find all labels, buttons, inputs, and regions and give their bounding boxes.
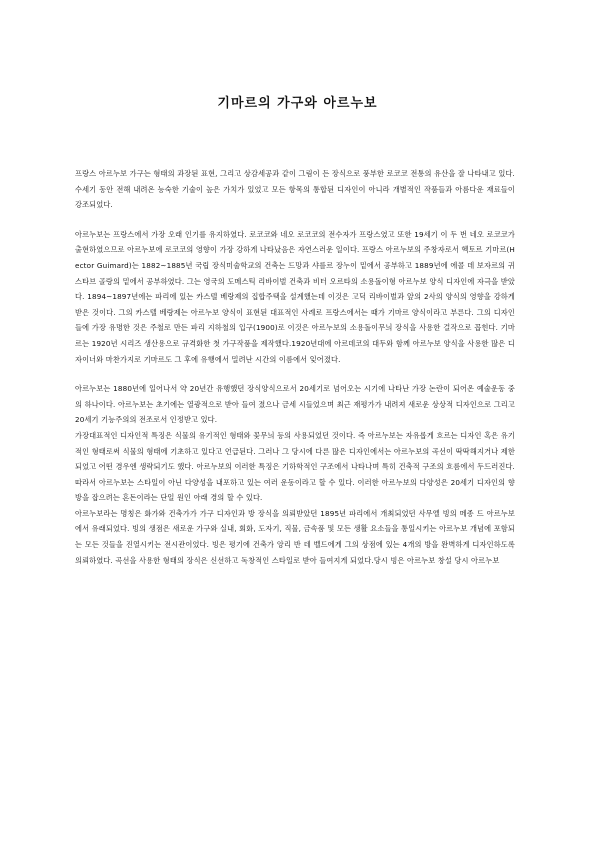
- paragraph-art-nouveau-era: 아르누보는 1880년에 일어나서 약 20년간 유행했던 장식양식으로서 20세기로 넘어오는 시기에 나타난 가장 논란이 되어온 예술운동 중의 하나이다. 아르누보는 초기에는 열광적으로 받아 들여 졌으나 금세 시들었으며 최근 재평가가 내려져 새로운 상상적 디자인으로 그리고 20세기 기능주의의 전조로서 인정받고 있다.: [75, 384, 515, 425]
- paragraph-guimard: 아르누보는 프랑스에서 가장 오래 인기를 유지하였다. 로코코와 네오 로코코의 전수자가 프랑스였고 또한 19세기 이 두 번 네오 로코코가 출현하였으므로 아르누보에 로코코의 영향이 가장 강하게 나타났음은 자연스러운 일이다. 프랑스 아르누보의 주창자로서 헥토르 기마르(Hector Guimard)는 1882~1885년 국립 장식미술학교의 건축는 드망과 샤를르 장누이 밑에서 공부하고 1889년에 에콜 데 보자르의 귀스타브 골랑의 밑에서 공부하였다. 그는 영국의 도메스틱 리바이벌 건축과 비터 오르타의 소용돌이형 아르누보 양식 디자인에 자극을 받았다. 1894~1897년에는 파리에 있는 카스텔 베랑제의 집합주택을 설계했는데 이것은 고딕 리바이벌과 앞의 2사의 양식의 영향을 강하게 받은 것이다. 그의 카스텔 베랑제는 아르누보 양식이 표현된 대표적인 사례로 프랑스에서는 때가 기마르 양식이라고 부른다. 그의 디자인들에 가장 유명한 것은 주철로 만든 파리 지하철의 입구(1900)로 이것은 아르누보의 소용돌이무늬 장식을 사용한 걸작으로 꼽힌다. 기마르는 1920년 시리즈 생산용으로 규격화한 첫 가구작품을 제작했다.1920년대에 아르데코의 대두와 함께 아르누보 양식을 사용한 많은 디자이너와 마찬가지로 기마르도 그 후에 유행에서 밀려난 시간의 이름에서 잊어졌다.: [75, 229, 515, 364]
- document-body: [75, 166, 515, 568]
- paragraph-name-origin: 아르누보라는 명칭은 화가와 건축가가 가구 디자인과 방 장식을 의뢰받았던 1895년 파리에서 개최되었던 사무엘 빙의 메종 드 아르누보에서 유래되었다. 빙의 생점은 새로운 가구와 실내, 회화, 도자기, 직물, 금속품 및 모든 생활 요소들을 통일시키는 아르누보 개념에 포함되는 모든 것들을 진열시키는 전시관이었다. 빙은 평기에 건축가 앙리 반 데 벨드에게 그의 상점에 있는 4개의 방을 완벽하게 디자인하도록 의뢰하였다. 곡선을 사용한 형태의 장식은 신선하고 독창적인 스타일로 받아 들여지게 되었다.당시 빙은 아르누보 창설 당시 아르누보: [75, 508, 515, 565]
- paragraph-design-features: 가장대표적인 디자인적 특징은 식물의 유기적인 형태와 꽃무늬 등의 사용되었던 것이다. 즉 아르누보는 자유롭게 흐르는 디자인 혹은 유기적인 형태로써 식물의 형태에 기초하고 있다고 언급된다. 그러나 그 당시에 다른 많은 디자인에서는 아르누보의 곡선이 딱딱해지거나 제한되었고 어떤 경우엔 생략되기도 했다. 아르누보의 이러한 특징은 기하학적인 구조에서 나타나며 특히 건축적 구조의 흐름에서 두드러진다. 따라서 아르누보는 스타일이 아닌 다양성을 내포하고 있는 여러 운동이라고 할 수 있다. 이러한 아르누보의 다양성은 20세기 디자인의 향방을 잡으려는 혼돈이라는 단일 원인 아래 경의 할 수 있다.: [75, 430, 515, 503]
- document-title: 기마르의 가구와 아르누보: [217, 96, 378, 111]
- paragraph-intro: 프랑스 아르누보 가구는 형태의 과장된 표현, 그리고 상감세공과 같이 그림이 든 장식으로 풍부한 로코코 전통의 유산을 잘 나타내고 있다. 수세기 동안 전해 내려온 능숙한 기술이 높은 가치가 있었고 모든 항목의 통합된 디자인이 아니라 개별적인 작품들과 아름다운 재료들이 강조되었다.: [75, 169, 515, 210]
